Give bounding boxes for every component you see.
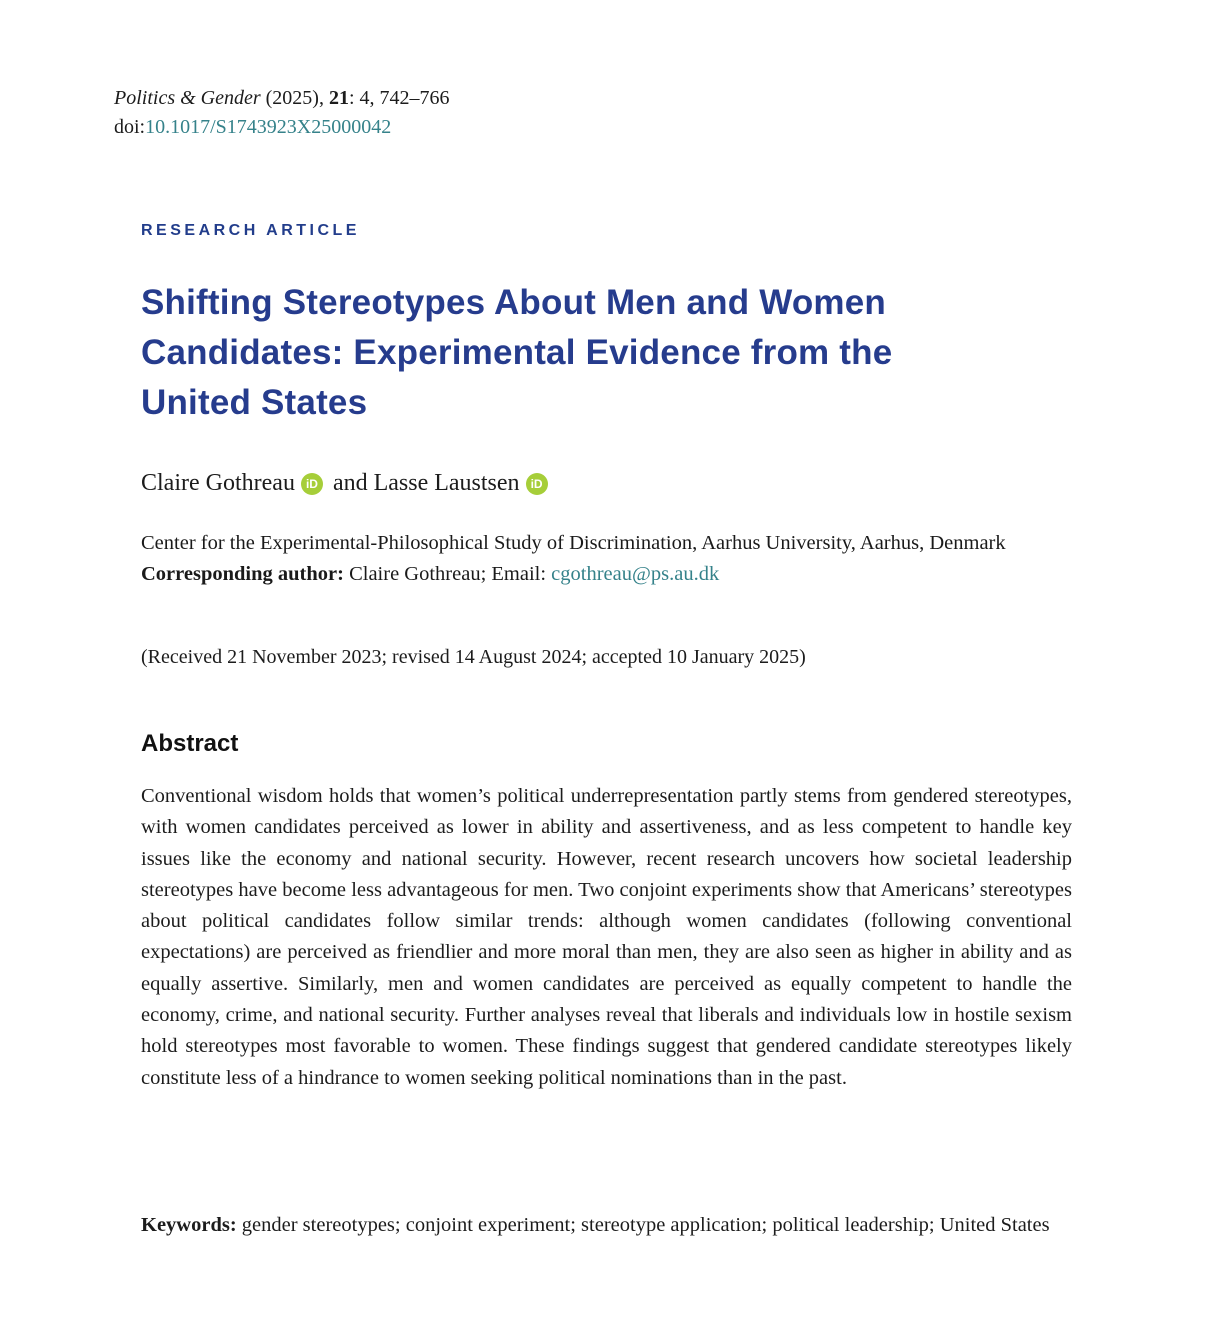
corresponding-email-link[interactable]: cgothreau@ps.au.dk [551, 563, 720, 585]
orcid-icon[interactable]: iD [526, 473, 548, 495]
orcid-icon[interactable]: iD [301, 473, 323, 495]
author-name: Lasse Laustsen [373, 470, 520, 496]
section-label: RESEARCH ARTICLE [141, 222, 360, 239]
doi-link[interactable]: 10.1017/S1743923X25000042 [145, 116, 392, 138]
authors-line [141, 470, 552, 497]
keywords-text: gender stereotypes; conjoint experiment; stereotype application; political leadership; United States [236, 1214, 1050, 1236]
journal-citation [114, 84, 450, 142]
article-history: (Received 21 November 2023; revised 14 August 2024; accepted 10 January 2025) [141, 646, 806, 668]
doi-line [114, 113, 450, 142]
doi-label: doi: [114, 116, 146, 138]
abstract-heading: Abstract [141, 730, 239, 757]
citation-year: (2025), [260, 87, 329, 109]
citation-volume: 21 [328, 87, 349, 109]
citation-pages: : 4, 742–766 [348, 87, 450, 109]
article-title: Shifting Stereotypes About Men and Women Candidates: Experimental Evidence from the United States [141, 283, 893, 422]
abstract-text: Conventional wisdom holds that women’s political underrepresentation partly stems from gendered stereotypes, with women candidates perceived as lower in ability and assertiveness, and as less competent to handle key issues like the economy and national security. However, recent research uncovers how societal leadership stereotypes have become less advantageous for men. Two conjoint experiments show that Americans’ stereotypes about political candidates follow similar trends: although women candidates (following conventional expectations) are perceived as friendlier and more moral than men, they are also seen as higher in ability and as equally assertive. Similarly, men and women candidates are perceived as equally competent to handle the economy, crime, and national security. Further analyses reveal that liberals and individuals low in hostile sexism hold stereotypes most favorable to women. These findings suggest that gendered candidate stereotypes likely constitute less of a hindrance to women seeking political nominations than in the past. [141, 785, 1072, 1089]
keywords-label: Keywords: [141, 1214, 237, 1236]
corresponding-name: Claire Gothreau; Email: [343, 563, 552, 585]
authors-separator: and [326, 470, 374, 496]
keywords-block [141, 1210, 1072, 1241]
corresponding-label: Corresponding author: [141, 563, 344, 585]
affiliation: Center for the Experimental-Philosophical Study of Discrimination, Aarhus University, Aarhus, Denmark [141, 532, 1006, 554]
affiliation-block [141, 528, 1081, 590]
journal-name: Politics & Gender [114, 87, 261, 109]
author-name: Claire Gothreau [141, 470, 295, 496]
